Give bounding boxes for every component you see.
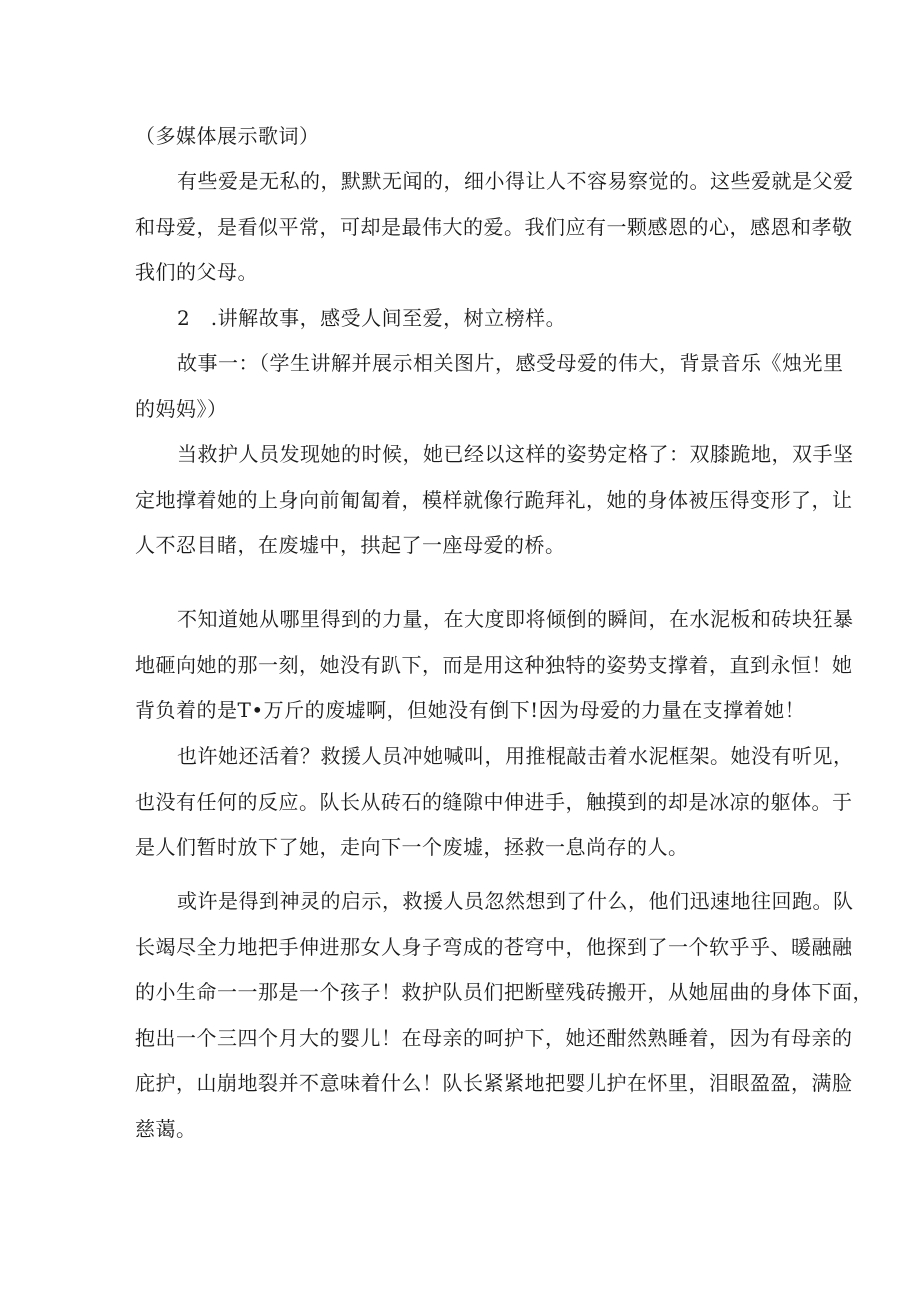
text-line: 和母爱，是看似平常，可却是最伟大的爱。我们应有一颗感恩的心，感恩和孝敬: [135, 214, 853, 239]
text-line: 慈蔼。: [135, 1116, 197, 1141]
text-line: 我们的父母。: [135, 260, 258, 284]
text-line: 定地撑着她的上身向前匍匐着，模样就像行跪拜礼，她的身体被压得变形了，让: [135, 487, 853, 512]
text-line: 有些爱是无私的，默默无闻的，细小得让人不容易察觉的。这些爱就是父爱: [177, 169, 854, 193]
text-line: 不知道她从哪里得到的力量，在大度即将倾倒的瞬间，在水泥板和砖块狂暴: [177, 607, 854, 631]
text-line: 人不忍目睹，在废墟中，拱起了一座母爱的桥。: [135, 533, 566, 557]
paragraph-baby-rescued: [135, 879, 873, 1152]
text-line: 地砸向她的那一刻，她没有趴下，而是用这种独特的姿势支撑着，直到永恒！她: [135, 652, 853, 677]
text-line: （多媒体展示歌词）: [135, 124, 320, 148]
text-line: 长竭尽全力地把手伸进那女人身子弯成的苍穹中，他探到了一个软乎乎、暖融融: [135, 934, 853, 959]
paragraph-rescuers-found: [135, 432, 854, 569]
text-line: 的小生命一一那是一个孩子！救护队员们把断壁残砖搬开，从她屈曲的身体下面，: [135, 980, 873, 1004]
text-line: 2 .讲解故事，感受人间至爱，树立榜样。: [177, 306, 567, 330]
section-heading-stories: [135, 296, 785, 342]
text-line: 庇护，山崩地裂并不意味着什么！队长紧紧地把婴儿护在怀里，泪眼盈盈，满脸: [135, 1071, 853, 1095]
text-line: 当救护人员发现她的时候，她已经以这样的姿势定格了：双膝跪地，双手坚: [177, 442, 854, 466]
paragraph-multimedia-lyrics: [135, 114, 785, 160]
text-line: 背负着的是T•万斤的废墟啊，但她没有倒下!因为母爱的力量在支撑着她！: [135, 698, 806, 722]
paragraph-story-one-intro: [135, 341, 844, 432]
text-line: 的妈妈》）: [135, 396, 228, 421]
text-line: 是人们暂时放下了她，走向下一个废墟，拯救一息尚存的人。: [135, 835, 689, 859]
text-line: 也许她还活着？救援人员冲她喊叫，用推棍敲击着水泥框架。她没有听见，: [177, 744, 854, 768]
text-line: 抱出一个三四个月大的婴儿！在母亲的呵护下，她还酣然熟睡着，因为有母亲的: [135, 1025, 853, 1050]
paragraph-selfless-love: [135, 159, 854, 296]
paragraph-strength: [135, 597, 854, 734]
text-line: 也没有任何的反应。队长从砖石的缝隙中伸进手，触摸到的却是冰凉的躯体。于: [135, 789, 853, 814]
text-line: 故事一：（学生讲解并展示相关图片，感受母爱的伟大，背景音乐《烛光里: [177, 351, 844, 375]
paragraph-still-alive: [135, 734, 854, 871]
text-line: 或许是得到神灵的启示，救援人员忽然想到了什么，他们迅速地往回跑。队: [177, 889, 854, 913]
